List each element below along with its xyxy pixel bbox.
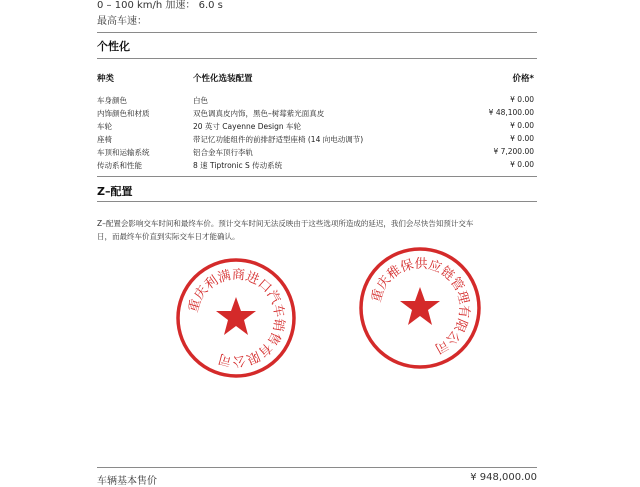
cell-option: 20 英寸 Cayenne Design 车轮: [193, 122, 301, 131]
cell-price: ¥ 48,100.00: [488, 108, 534, 117]
cell-price: ¥ 0.00: [510, 121, 534, 130]
cell-category: 车身颜色: [97, 96, 127, 105]
table-row: [97, 108, 537, 119]
section-title-z-config: Z–配置: [97, 185, 133, 198]
cell-option: 铝合金车顶行李轨: [193, 148, 253, 157]
company-seal-right: [356, 244, 484, 372]
cell-option: 白色: [193, 96, 208, 105]
cell-category: 车顶和运输系统: [97, 148, 150, 157]
cell-option: 8 速 Tiptronic S 传动系统: [193, 161, 283, 170]
seal-text-left: 重庆利满商进口汽车销售有限公司: [186, 267, 287, 369]
notice-line-2: 日，而最终车价直到实际交车日才能确认。: [97, 232, 240, 241]
cell-category: 座椅: [97, 135, 112, 144]
divider: [97, 201, 537, 202]
cell-category: 内饰颜色和材质: [97, 109, 150, 118]
base-price-value: ¥ 948,000.00: [470, 472, 537, 483]
notice-line-1: Z–配置会影响交车时间和最终车价。预计交车时间无法反映由于这些选项所造成的延迟，我们会尽快告知预计交车: [97, 219, 474, 228]
table-row: [97, 147, 537, 158]
cell-option: 带记忆功能组件的前排舒适型座椅 (14 向电动调节): [193, 135, 364, 144]
company-seal-left: [173, 255, 299, 381]
star-icon: [216, 297, 256, 335]
divider: [97, 58, 537, 59]
divider: [97, 32, 537, 33]
acceleration-line: 0 – 100 km/h 加速： 6.0 s: [97, 0, 223, 11]
section-title-personalization: 个性化: [97, 40, 130, 53]
cell-price: ¥ 0.00: [510, 134, 534, 143]
star-icon: [400, 287, 440, 325]
cell-price: ¥ 0.00: [510, 95, 534, 104]
header-price: 价格*: [512, 74, 534, 84]
header-category: 种类: [97, 74, 115, 84]
header-option: 个性化选装配置: [193, 74, 253, 84]
table-row: [97, 134, 537, 145]
divider: [97, 467, 537, 468]
cell-price: ¥ 0.00: [510, 160, 534, 169]
z-config-notice: [97, 217, 537, 243]
table-row: [97, 95, 537, 106]
top-speed-label: 最高车速：: [97, 16, 147, 27]
cell-category: 传动系和性能: [97, 161, 142, 170]
divider: [97, 176, 537, 177]
cell-category: 车轮: [97, 122, 112, 131]
cell-option: 双色调真皮内饰，黑色–树莓紫光面真皮: [193, 109, 325, 118]
table-row: [97, 160, 537, 171]
base-price-label: 车辆基本售价: [97, 476, 157, 487]
seal-text-right: 重庆稚保供应链管理有限公司: [369, 256, 472, 356]
cell-price: ¥ 7,200.00: [493, 147, 534, 156]
table-row: [97, 121, 537, 132]
